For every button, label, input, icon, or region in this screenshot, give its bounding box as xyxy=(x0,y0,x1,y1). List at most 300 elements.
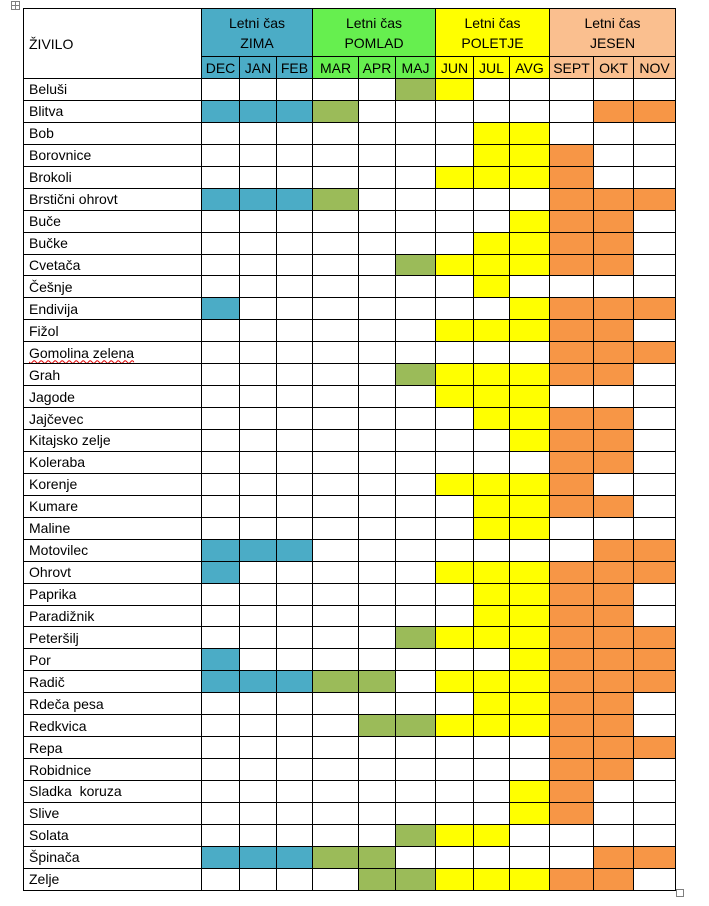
month-cell-maj[interactable] xyxy=(396,627,436,649)
month-cell-mar[interactable] xyxy=(313,320,359,342)
month-cell-feb[interactable] xyxy=(277,846,313,868)
month-cell-avg[interactable] xyxy=(510,79,550,101)
month-cell-dec[interactable] xyxy=(202,495,240,517)
month-cell-maj[interactable] xyxy=(396,79,436,101)
month-cell-dec[interactable] xyxy=(202,79,240,101)
month-cell-jan[interactable] xyxy=(240,386,277,408)
month-cell-avg[interactable] xyxy=(510,100,550,122)
month-cell-jun[interactable] xyxy=(436,144,474,166)
month-cell-nov[interactable] xyxy=(634,408,676,430)
month-cell-maj[interactable] xyxy=(396,254,436,276)
month-cell-sept[interactable] xyxy=(550,737,594,759)
month-cell-jul[interactable] xyxy=(474,539,510,561)
month-cell-feb[interactable] xyxy=(277,495,313,517)
month-cell-jul[interactable] xyxy=(474,473,510,495)
month-cell-apr[interactable] xyxy=(359,79,396,101)
month-cell-jan[interactable] xyxy=(240,210,277,232)
month-cell-dec[interactable] xyxy=(202,802,240,824)
food-name-cell[interactable] xyxy=(24,144,202,166)
month-cell-nov[interactable] xyxy=(634,188,676,210)
month-cell-sept[interactable] xyxy=(550,495,594,517)
month-cell-okt[interactable] xyxy=(594,254,634,276)
month-cell-okt[interactable] xyxy=(594,649,634,671)
month-cell-sept[interactable] xyxy=(550,188,594,210)
month-cell-jan[interactable] xyxy=(240,430,277,452)
month-cell-jan[interactable] xyxy=(240,583,277,605)
month-cell-jan[interactable] xyxy=(240,144,277,166)
month-cell-sept[interactable] xyxy=(550,100,594,122)
month-cell-okt[interactable] xyxy=(594,364,634,386)
month-cell-sept[interactable] xyxy=(550,561,594,583)
month-cell-mar[interactable] xyxy=(313,100,359,122)
month-cell-jun[interactable] xyxy=(436,473,474,495)
month-cell-dec[interactable] xyxy=(202,583,240,605)
month-cell-avg[interactable] xyxy=(510,254,550,276)
month-cell-feb[interactable] xyxy=(277,364,313,386)
month-cell-jun[interactable] xyxy=(436,386,474,408)
month-cell-jun[interactable] xyxy=(436,430,474,452)
month-cell-okt[interactable] xyxy=(594,517,634,539)
month-cell-nov[interactable] xyxy=(634,539,676,561)
month-cell-mar[interactable] xyxy=(313,495,359,517)
month-cell-avg[interactable] xyxy=(510,495,550,517)
food-name-cell[interactable] xyxy=(24,671,202,693)
month-cell-okt[interactable] xyxy=(594,473,634,495)
month-cell-apr[interactable] xyxy=(359,715,396,737)
month-cell-feb[interactable] xyxy=(277,298,313,320)
food-name-cell[interactable] xyxy=(24,79,202,101)
month-cell-sept[interactable] xyxy=(550,539,594,561)
month-cell-feb[interactable] xyxy=(277,583,313,605)
month-cell-jul[interactable] xyxy=(474,276,510,298)
table-resize-handle-icon[interactable] xyxy=(676,889,684,897)
month-cell-nov[interactable] xyxy=(634,364,676,386)
food-name-cell[interactable] xyxy=(24,802,202,824)
month-cell-feb[interactable] xyxy=(277,715,313,737)
month-cell-jun[interactable] xyxy=(436,210,474,232)
month-cell-sept[interactable] xyxy=(550,298,594,320)
food-name-cell[interactable] xyxy=(24,451,202,473)
month-cell-sept[interactable] xyxy=(550,473,594,495)
month-cell-jun[interactable] xyxy=(436,824,474,846)
month-cell-dec[interactable] xyxy=(202,451,240,473)
month-cell-nov[interactable] xyxy=(634,649,676,671)
food-name-cell[interactable] xyxy=(24,232,202,254)
month-cell-dec[interactable] xyxy=(202,561,240,583)
month-cell-apr[interactable] xyxy=(359,232,396,254)
month-cell-jul[interactable] xyxy=(474,627,510,649)
month-cell-jan[interactable] xyxy=(240,79,277,101)
month-cell-dec[interactable] xyxy=(202,298,240,320)
month-cell-okt[interactable] xyxy=(594,495,634,517)
month-cell-nov[interactable] xyxy=(634,166,676,188)
month-cell-okt[interactable] xyxy=(594,408,634,430)
month-cell-dec[interactable] xyxy=(202,144,240,166)
food-name-cell[interactable] xyxy=(24,737,202,759)
food-name-cell[interactable] xyxy=(24,342,202,364)
month-cell-dec[interactable] xyxy=(202,737,240,759)
month-cell-okt[interactable] xyxy=(594,342,634,364)
month-cell-nov[interactable] xyxy=(634,605,676,627)
month-cell-maj[interactable] xyxy=(396,320,436,342)
month-cell-jul[interactable] xyxy=(474,210,510,232)
month-cell-maj[interactable] xyxy=(396,605,436,627)
month-cell-sept[interactable] xyxy=(550,627,594,649)
month-cell-okt[interactable] xyxy=(594,539,634,561)
month-cell-apr[interactable] xyxy=(359,517,396,539)
month-cell-feb[interactable] xyxy=(277,781,313,803)
month-cell-apr[interactable] xyxy=(359,144,396,166)
month-cell-maj[interactable] xyxy=(396,715,436,737)
month-cell-apr[interactable] xyxy=(359,693,396,715)
month-cell-apr[interactable] xyxy=(359,868,396,890)
month-cell-jun[interactable] xyxy=(436,539,474,561)
month-cell-mar[interactable] xyxy=(313,671,359,693)
month-cell-jan[interactable] xyxy=(240,715,277,737)
month-cell-jan[interactable] xyxy=(240,649,277,671)
month-cell-dec[interactable] xyxy=(202,342,240,364)
month-cell-okt[interactable] xyxy=(594,386,634,408)
month-cell-avg[interactable] xyxy=(510,868,550,890)
month-cell-avg[interactable] xyxy=(510,802,550,824)
month-cell-jul[interactable] xyxy=(474,846,510,868)
month-cell-maj[interactable] xyxy=(396,342,436,364)
month-cell-mar[interactable] xyxy=(313,802,359,824)
food-name-cell[interactable] xyxy=(24,539,202,561)
month-cell-mar[interactable] xyxy=(313,430,359,452)
month-cell-nov[interactable] xyxy=(634,737,676,759)
month-cell-mar[interactable] xyxy=(313,254,359,276)
month-cell-jun[interactable] xyxy=(436,495,474,517)
month-cell-okt[interactable] xyxy=(594,605,634,627)
month-cell-apr[interactable] xyxy=(359,583,396,605)
month-cell-jul[interactable] xyxy=(474,430,510,452)
month-cell-jan[interactable] xyxy=(240,342,277,364)
month-cell-jan[interactable] xyxy=(240,561,277,583)
month-cell-dec[interactable] xyxy=(202,166,240,188)
month-cell-dec[interactable] xyxy=(202,188,240,210)
food-name-cell[interactable] xyxy=(24,715,202,737)
food-name-cell[interactable] xyxy=(24,649,202,671)
month-cell-okt[interactable] xyxy=(594,276,634,298)
month-cell-sept[interactable] xyxy=(550,868,594,890)
month-cell-feb[interactable] xyxy=(277,802,313,824)
month-cell-nov[interactable] xyxy=(634,100,676,122)
month-cell-jun[interactable] xyxy=(436,166,474,188)
month-cell-jul[interactable] xyxy=(474,232,510,254)
month-cell-jul[interactable] xyxy=(474,715,510,737)
month-cell-jul[interactable] xyxy=(474,605,510,627)
month-cell-jan[interactable] xyxy=(240,759,277,781)
month-cell-apr[interactable] xyxy=(359,649,396,671)
month-cell-jan[interactable] xyxy=(240,539,277,561)
month-cell-jun[interactable] xyxy=(436,122,474,144)
month-cell-jul[interactable] xyxy=(474,166,510,188)
month-cell-okt[interactable] xyxy=(594,737,634,759)
month-cell-jan[interactable] xyxy=(240,188,277,210)
month-cell-dec[interactable] xyxy=(202,605,240,627)
month-cell-avg[interactable] xyxy=(510,561,550,583)
month-cell-dec[interactable] xyxy=(202,100,240,122)
month-cell-jan[interactable] xyxy=(240,693,277,715)
month-cell-apr[interactable] xyxy=(359,561,396,583)
month-cell-jan[interactable] xyxy=(240,473,277,495)
month-cell-jul[interactable] xyxy=(474,583,510,605)
month-cell-nov[interactable] xyxy=(634,144,676,166)
month-cell-feb[interactable] xyxy=(277,254,313,276)
month-cell-feb[interactable] xyxy=(277,737,313,759)
month-cell-jan[interactable] xyxy=(240,100,277,122)
month-cell-maj[interactable] xyxy=(396,737,436,759)
month-cell-sept[interactable] xyxy=(550,166,594,188)
month-cell-mar[interactable] xyxy=(313,188,359,210)
month-cell-jun[interactable] xyxy=(436,715,474,737)
month-cell-feb[interactable] xyxy=(277,759,313,781)
food-name-cell[interactable] xyxy=(24,100,202,122)
month-cell-jul[interactable] xyxy=(474,671,510,693)
month-cell-nov[interactable] xyxy=(634,715,676,737)
month-cell-feb[interactable] xyxy=(277,386,313,408)
month-cell-dec[interactable] xyxy=(202,473,240,495)
month-cell-jul[interactable] xyxy=(474,144,510,166)
month-cell-jun[interactable] xyxy=(436,254,474,276)
month-cell-mar[interactable] xyxy=(313,737,359,759)
month-cell-apr[interactable] xyxy=(359,627,396,649)
month-cell-apr[interactable] xyxy=(359,122,396,144)
month-cell-avg[interactable] xyxy=(510,846,550,868)
month-cell-dec[interactable] xyxy=(202,254,240,276)
month-cell-feb[interactable] xyxy=(277,430,313,452)
month-cell-jun[interactable] xyxy=(436,671,474,693)
month-cell-jun[interactable] xyxy=(436,298,474,320)
month-cell-jan[interactable] xyxy=(240,781,277,803)
month-cell-jul[interactable] xyxy=(474,254,510,276)
month-cell-sept[interactable] xyxy=(550,605,594,627)
month-cell-feb[interactable] xyxy=(277,473,313,495)
month-cell-mar[interactable] xyxy=(313,715,359,737)
month-cell-dec[interactable] xyxy=(202,671,240,693)
month-cell-mar[interactable] xyxy=(313,473,359,495)
month-cell-apr[interactable] xyxy=(359,320,396,342)
month-cell-okt[interactable] xyxy=(594,166,634,188)
month-cell-feb[interactable] xyxy=(277,232,313,254)
month-cell-apr[interactable] xyxy=(359,364,396,386)
month-cell-avg[interactable] xyxy=(510,781,550,803)
month-cell-jul[interactable] xyxy=(474,100,510,122)
month-cell-apr[interactable] xyxy=(359,210,396,232)
month-cell-apr[interactable] xyxy=(359,100,396,122)
month-cell-feb[interactable] xyxy=(277,79,313,101)
month-cell-jan[interactable] xyxy=(240,408,277,430)
food-name-cell[interactable] xyxy=(24,824,202,846)
month-cell-dec[interactable] xyxy=(202,408,240,430)
month-cell-nov[interactable] xyxy=(634,846,676,868)
month-cell-jul[interactable] xyxy=(474,122,510,144)
month-cell-jun[interactable] xyxy=(436,342,474,364)
table-move-handle-icon[interactable] xyxy=(11,1,20,10)
food-name-cell[interactable] xyxy=(24,276,202,298)
month-cell-maj[interactable] xyxy=(396,561,436,583)
month-cell-dec[interactable] xyxy=(202,430,240,452)
food-name-cell[interactable] xyxy=(24,364,202,386)
month-cell-jun[interactable] xyxy=(436,759,474,781)
month-cell-dec[interactable] xyxy=(202,868,240,890)
month-cell-maj[interactable] xyxy=(396,276,436,298)
month-cell-okt[interactable] xyxy=(594,188,634,210)
food-name-cell[interactable] xyxy=(24,386,202,408)
month-cell-maj[interactable] xyxy=(396,100,436,122)
food-name-cell[interactable] xyxy=(24,254,202,276)
month-cell-apr[interactable] xyxy=(359,166,396,188)
month-cell-nov[interactable] xyxy=(634,473,676,495)
month-cell-avg[interactable] xyxy=(510,430,550,452)
month-cell-maj[interactable] xyxy=(396,144,436,166)
month-cell-apr[interactable] xyxy=(359,759,396,781)
month-cell-sept[interactable] xyxy=(550,824,594,846)
month-cell-okt[interactable] xyxy=(594,430,634,452)
food-name-cell[interactable] xyxy=(24,166,202,188)
month-cell-apr[interactable] xyxy=(359,254,396,276)
month-cell-sept[interactable] xyxy=(550,320,594,342)
month-cell-nov[interactable] xyxy=(634,627,676,649)
month-cell-avg[interactable] xyxy=(510,320,550,342)
month-cell-jan[interactable] xyxy=(240,868,277,890)
month-cell-jun[interactable] xyxy=(436,627,474,649)
month-cell-nov[interactable] xyxy=(634,561,676,583)
food-name-cell[interactable] xyxy=(24,517,202,539)
month-cell-feb[interactable] xyxy=(277,210,313,232)
month-cell-jul[interactable] xyxy=(474,320,510,342)
month-cell-apr[interactable] xyxy=(359,846,396,868)
month-cell-dec[interactable] xyxy=(202,320,240,342)
month-cell-mar[interactable] xyxy=(313,517,359,539)
month-cell-apr[interactable] xyxy=(359,605,396,627)
month-cell-jun[interactable] xyxy=(436,802,474,824)
month-cell-jan[interactable] xyxy=(240,166,277,188)
month-cell-avg[interactable] xyxy=(510,451,550,473)
month-cell-dec[interactable] xyxy=(202,781,240,803)
month-cell-mar[interactable] xyxy=(313,868,359,890)
month-cell-dec[interactable] xyxy=(202,759,240,781)
month-cell-okt[interactable] xyxy=(594,693,634,715)
month-cell-nov[interactable] xyxy=(634,517,676,539)
month-cell-jan[interactable] xyxy=(240,846,277,868)
month-cell-jul[interactable] xyxy=(474,802,510,824)
month-cell-maj[interactable] xyxy=(396,364,436,386)
month-cell-mar[interactable] xyxy=(313,693,359,715)
food-name-cell[interactable] xyxy=(24,868,202,890)
month-cell-maj[interactable] xyxy=(396,473,436,495)
month-cell-mar[interactable] xyxy=(313,627,359,649)
month-cell-jan[interactable] xyxy=(240,320,277,342)
month-cell-maj[interactable] xyxy=(396,451,436,473)
month-cell-okt[interactable] xyxy=(594,451,634,473)
month-cell-dec[interactable] xyxy=(202,232,240,254)
month-cell-nov[interactable] xyxy=(634,232,676,254)
month-cell-maj[interactable] xyxy=(396,210,436,232)
month-cell-jan[interactable] xyxy=(240,671,277,693)
month-cell-nov[interactable] xyxy=(634,386,676,408)
month-cell-jul[interactable] xyxy=(474,342,510,364)
month-cell-mar[interactable] xyxy=(313,210,359,232)
month-cell-nov[interactable] xyxy=(634,824,676,846)
month-cell-avg[interactable] xyxy=(510,210,550,232)
month-cell-dec[interactable] xyxy=(202,627,240,649)
month-cell-sept[interactable] xyxy=(550,846,594,868)
month-cell-jul[interactable] xyxy=(474,824,510,846)
month-cell-jul[interactable] xyxy=(474,298,510,320)
month-cell-sept[interactable] xyxy=(550,649,594,671)
month-cell-apr[interactable] xyxy=(359,408,396,430)
month-cell-jun[interactable] xyxy=(436,320,474,342)
month-cell-jun[interactable] xyxy=(436,408,474,430)
month-cell-nov[interactable] xyxy=(634,759,676,781)
month-cell-jan[interactable] xyxy=(240,824,277,846)
month-cell-feb[interactable] xyxy=(277,561,313,583)
month-cell-apr[interactable] xyxy=(359,824,396,846)
month-cell-dec[interactable] xyxy=(202,386,240,408)
food-name-cell[interactable] xyxy=(24,298,202,320)
month-cell-avg[interactable] xyxy=(510,824,550,846)
month-cell-jun[interactable] xyxy=(436,79,474,101)
month-cell-mar[interactable] xyxy=(313,408,359,430)
month-cell-sept[interactable] xyxy=(550,781,594,803)
month-cell-feb[interactable] xyxy=(277,188,313,210)
month-cell-jul[interactable] xyxy=(474,451,510,473)
month-cell-apr[interactable] xyxy=(359,430,396,452)
month-cell-maj[interactable] xyxy=(396,122,436,144)
month-cell-jun[interactable] xyxy=(436,583,474,605)
month-cell-jun[interactable] xyxy=(436,561,474,583)
month-cell-avg[interactable] xyxy=(510,583,550,605)
month-cell-jul[interactable] xyxy=(474,495,510,517)
month-cell-apr[interactable] xyxy=(359,802,396,824)
month-cell-jul[interactable] xyxy=(474,79,510,101)
month-cell-apr[interactable] xyxy=(359,495,396,517)
month-cell-apr[interactable] xyxy=(359,737,396,759)
month-cell-sept[interactable] xyxy=(550,276,594,298)
month-cell-feb[interactable] xyxy=(277,408,313,430)
month-cell-okt[interactable] xyxy=(594,144,634,166)
month-cell-okt[interactable] xyxy=(594,561,634,583)
month-cell-feb[interactable] xyxy=(277,824,313,846)
month-cell-avg[interactable] xyxy=(510,715,550,737)
month-cell-jul[interactable] xyxy=(474,781,510,803)
month-cell-nov[interactable] xyxy=(634,671,676,693)
month-cell-jul[interactable] xyxy=(474,364,510,386)
food-name-cell[interactable] xyxy=(24,759,202,781)
month-cell-jul[interactable] xyxy=(474,759,510,781)
month-cell-jan[interactable] xyxy=(240,122,277,144)
month-cell-feb[interactable] xyxy=(277,166,313,188)
month-cell-jul[interactable] xyxy=(474,649,510,671)
month-cell-mar[interactable] xyxy=(313,386,359,408)
month-cell-maj[interactable] xyxy=(396,693,436,715)
month-cell-mar[interactable] xyxy=(313,846,359,868)
month-cell-sept[interactable] xyxy=(550,254,594,276)
food-name-cell[interactable] xyxy=(24,408,202,430)
month-cell-avg[interactable] xyxy=(510,144,550,166)
month-cell-avg[interactable] xyxy=(510,649,550,671)
month-cell-maj[interactable] xyxy=(396,649,436,671)
month-cell-mar[interactable] xyxy=(313,781,359,803)
month-cell-nov[interactable] xyxy=(634,693,676,715)
month-cell-sept[interactable] xyxy=(550,517,594,539)
month-cell-jan[interactable] xyxy=(240,517,277,539)
month-cell-mar[interactable] xyxy=(313,561,359,583)
month-cell-avg[interactable] xyxy=(510,122,550,144)
month-cell-sept[interactable] xyxy=(550,759,594,781)
